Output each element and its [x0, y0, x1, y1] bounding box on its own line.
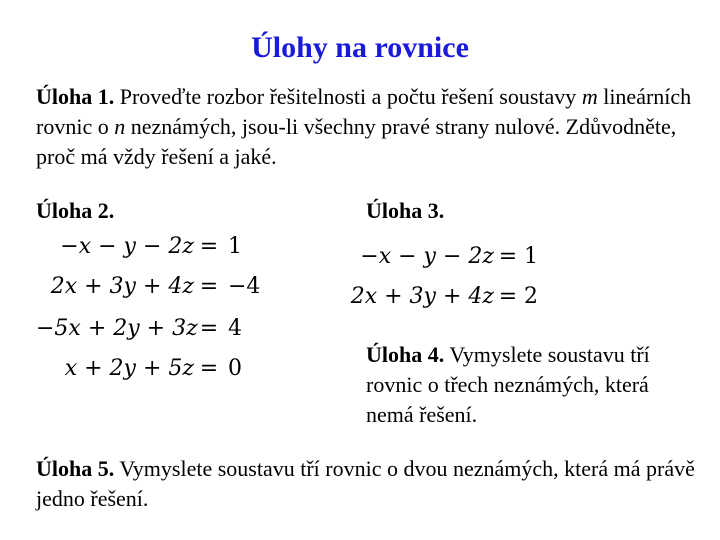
task-2-equation-1	[36, 234, 272, 259]
task-5-text: Vymyslete soustavu tří rovnic o dvou neznámých, která má právě jedno řešení.	[36, 456, 695, 511]
equation-lhs: −5x + 2y + 3z	[36, 316, 198, 341]
task-4	[366, 340, 686, 430]
equation-lhs: x + 2y + 5z	[64, 356, 194, 381]
task-2-label: Úloha 2.	[36, 198, 115, 223]
task-2-equation-system	[36, 232, 276, 392]
task-1-text-a: Proveďte rozbor řešitelnosti a počtu řešení soustavy	[114, 84, 582, 109]
page-title: Úlohy na rovnice	[251, 31, 469, 64]
equation-lhs: 2x + 3y + 4z	[50, 274, 194, 299]
equation-rhs: 4	[228, 316, 242, 341]
task-1-var-m: m	[581, 84, 598, 109]
task-5-label: Úloha 5.	[36, 456, 115, 481]
equation-rhs: 0	[228, 356, 242, 381]
task-1-text-b: lineárních rovnic o	[36, 84, 692, 139]
task-1-text-c: neznámých, jsou-li všechny pravé strany nulové. Zdůvodněte, proč má vždy řešení a jaké.	[36, 114, 677, 169]
equation-rhs: 1	[228, 234, 242, 259]
equals-sign: =	[199, 274, 219, 299]
task-2-equation-2	[36, 274, 272, 299]
task-2-equation-4	[36, 356, 272, 381]
equals-sign: =	[498, 284, 518, 309]
equation-lhs: −x − y − 2z	[60, 234, 194, 259]
task-3-label: Úloha 3.	[366, 198, 445, 223]
task-1-label: Úloha 1.	[36, 84, 115, 109]
task-1	[36, 82, 696, 172]
task-3-equation-1	[344, 244, 554, 269]
task-5	[36, 454, 696, 514]
task-2-heading	[36, 196, 114, 226]
equals-sign: =	[498, 244, 518, 269]
equation-rhs: 1	[524, 244, 538, 269]
task-4-text: Vymyslete soustavu tří rovnic o třech neznámých, která nemá řešení.	[366, 342, 650, 427]
equation-rhs: 2	[524, 284, 538, 309]
equals-sign: =	[199, 356, 219, 381]
equals-sign: =	[199, 234, 219, 259]
equals-sign: =	[199, 316, 219, 341]
task-4-label: Úloha 4.	[366, 342, 445, 367]
task-3-equation-2	[344, 284, 554, 309]
task-3-equation-system	[344, 240, 564, 320]
task-1-var-n: n	[114, 114, 126, 139]
equation-lhs: −x − y − 2z	[360, 244, 494, 269]
task-2-equation-3	[36, 316, 272, 341]
task-3-heading	[366, 196, 444, 226]
equation-rhs: −4	[228, 274, 261, 299]
equation-lhs: 2x + 3y + 4z	[350, 284, 494, 309]
